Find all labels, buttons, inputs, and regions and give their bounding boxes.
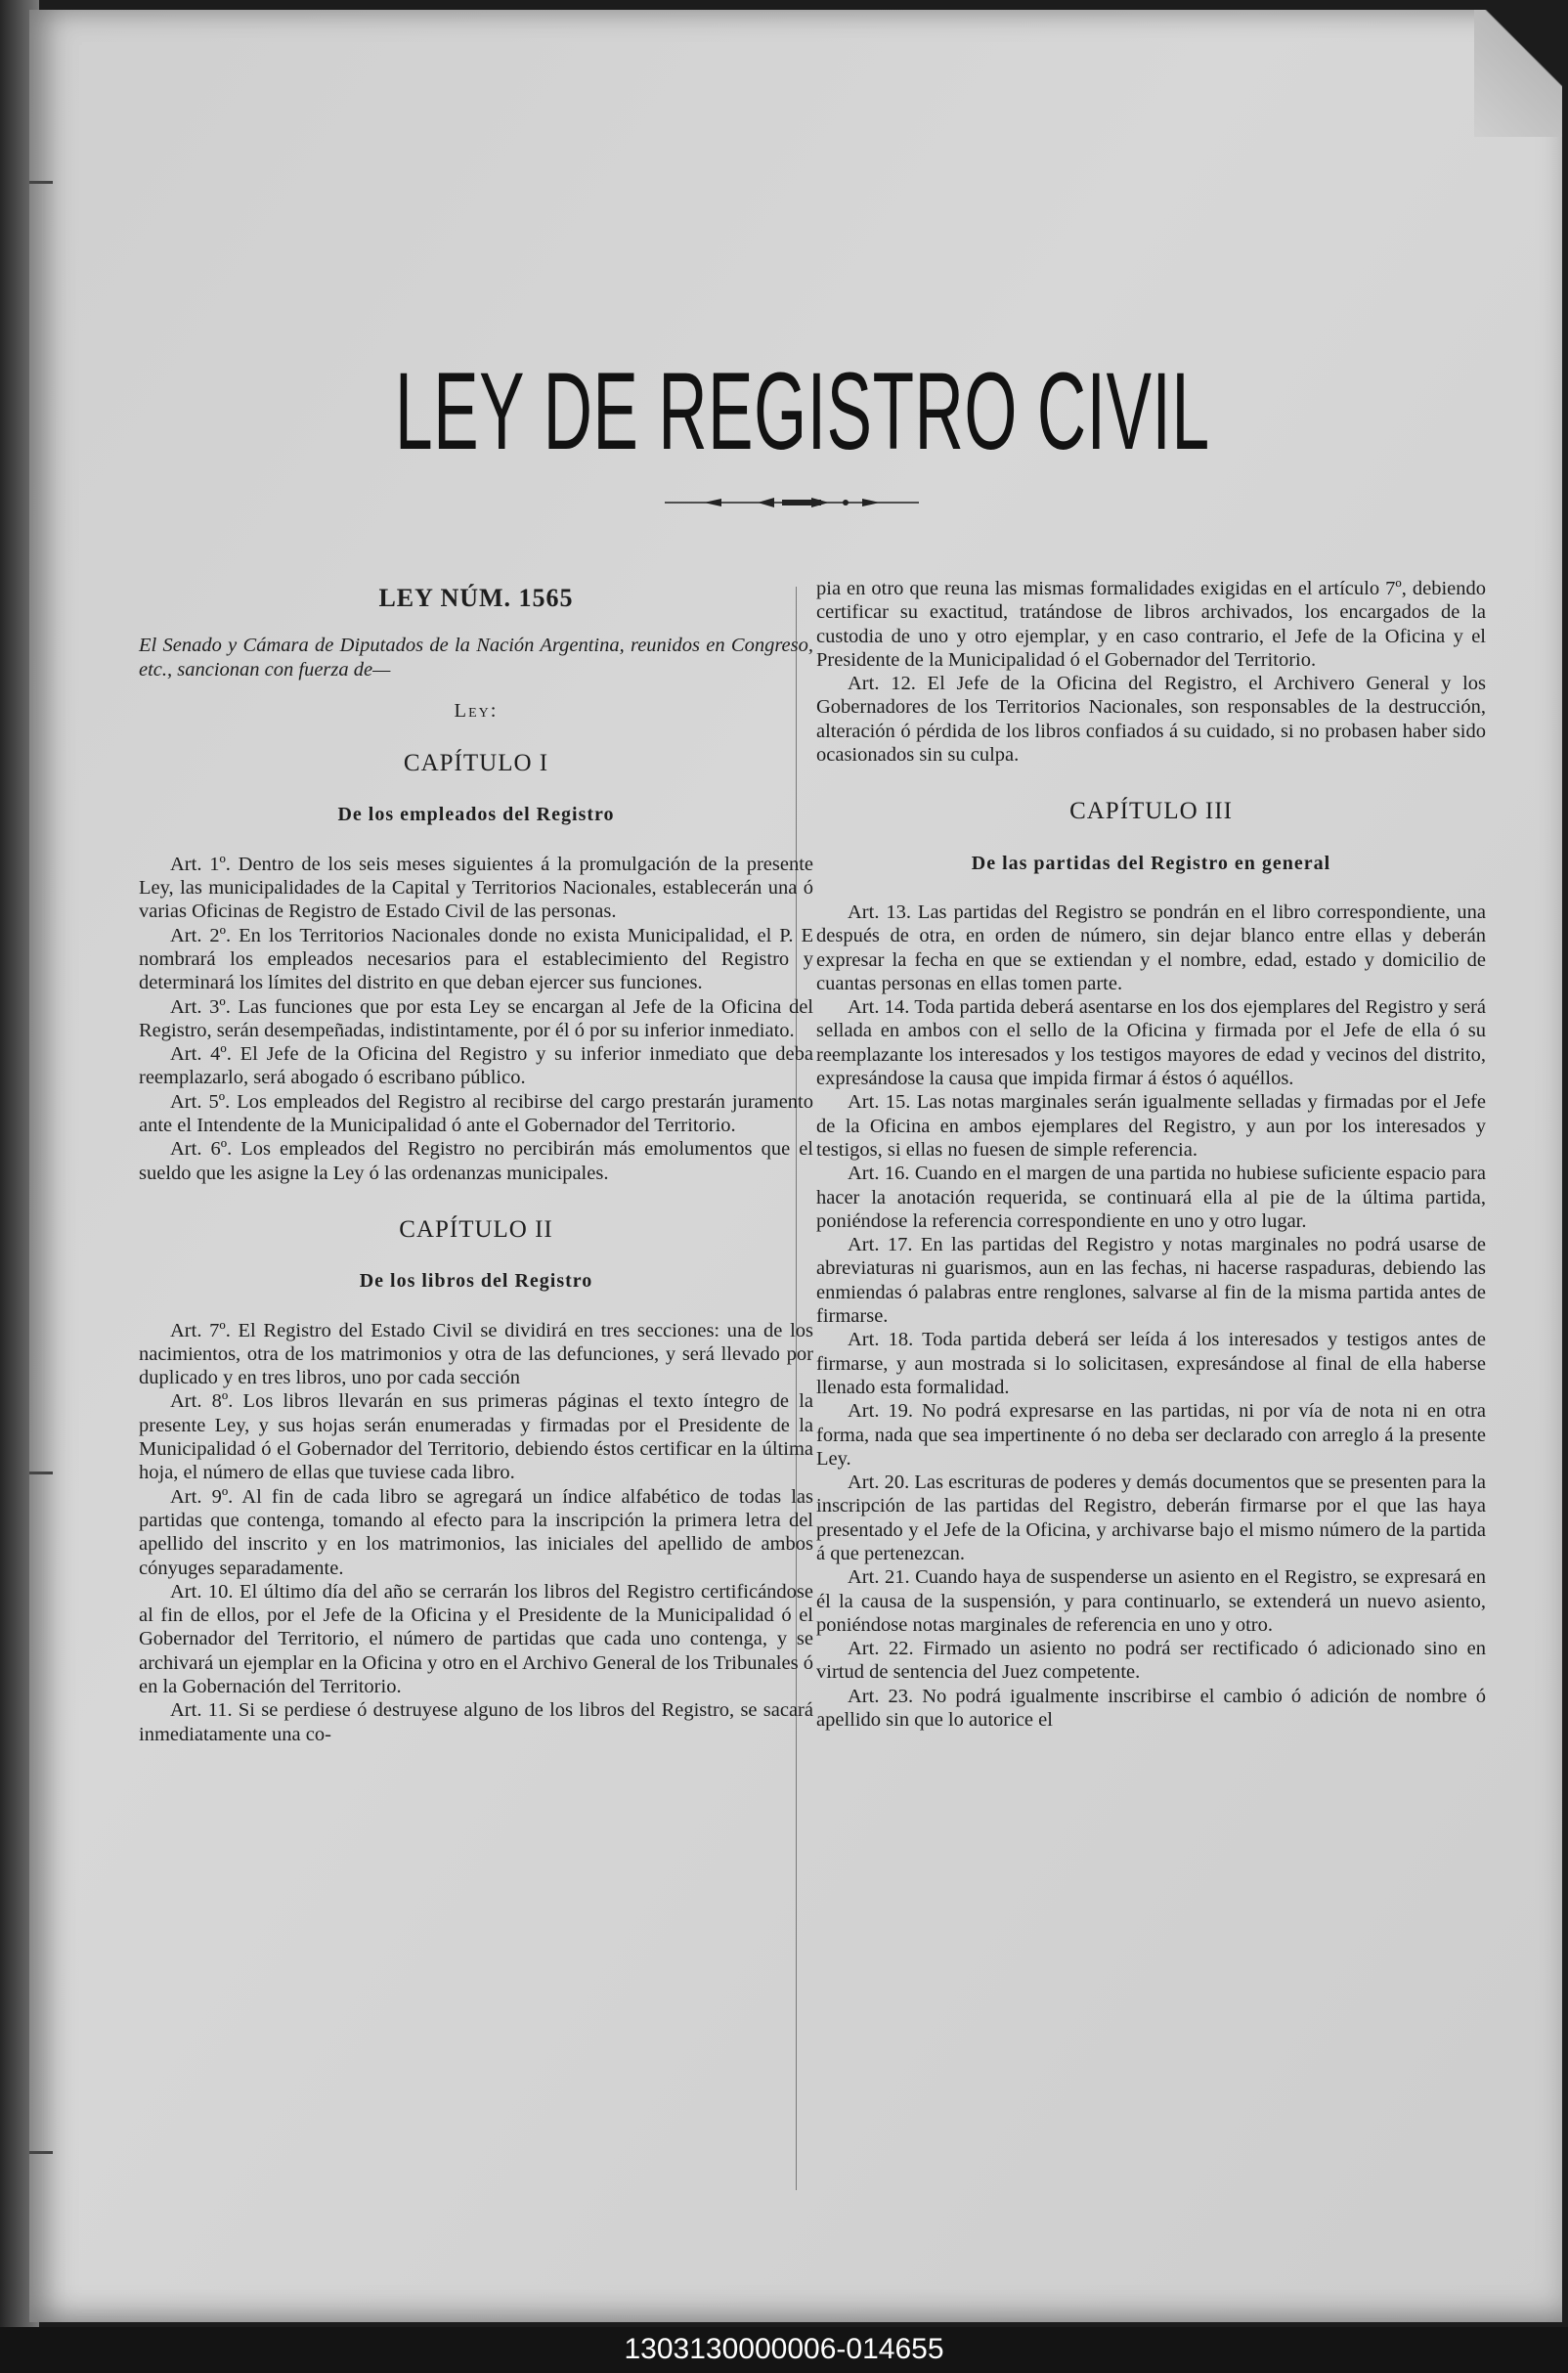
article-22: Art. 22. Firmado un asiento no podrá ser rectificado ó adicionado sino en virtud de sentencia del Juez competente. bbox=[816, 1638, 1486, 1684]
folded-corner bbox=[1474, 10, 1562, 137]
article-5: Art. 5º. Los empleados del Registro al recibirse del cargo prestarán juramento ante el Intendente de la Municipalidad ó ante el Gobernador del Territorio. bbox=[139, 1090, 813, 1137]
article-12: Art. 12. El Jefe de la Oficina del Registro, el Archivero General y los Gobernadores de los Territorios Nacionales, son responsables de la destrucción, alteración ó pérdida de los libros confiados á su cuidado, si no probasen haber sido ocasionados sin su culpa. bbox=[816, 673, 1486, 767]
article-6: Art. 6º. Los empleados del Registro no percibirán más emolumentos que el sueldo que les asigne la Ley ó las ordenanzas municipales. bbox=[139, 1138, 813, 1184]
article-1: Art. 1º. Dentro de los seis meses siguientes á la promulgación de la presente Ley, las municipalidades de la Capital y Territorios Nacionales, establecerán una ó varias Oficinas de Registro de Estado Civil de las personas. bbox=[139, 853, 813, 923]
left-column bbox=[139, 577, 813, 1746]
chapter-subheading: De los libros del Registro bbox=[359, 1270, 593, 1293]
article-14: Art. 14. Toda partida deberá asentarse en los dos ejemplares del Registro y será sellada en ambos con el sello de la Oficina y firmada por el Jefe de ella ó su reemplazante los interesados y los testigos mayores de edad y vecinos del distrito, expresándose la causa que impida firmar á éstos ó aquéllos. bbox=[816, 996, 1486, 1090]
chapter-heading: CAPÍTULO III bbox=[1069, 798, 1233, 825]
binding-staple-mark bbox=[29, 1472, 53, 1474]
article-16: Art. 16. Cuando en el margen de una partida no hubiese suficiente espacio para hacer la anotación requerida, se continuará ella al pie de la última partida, poniéndose la referencia correspondiente en uno y otro lugar. bbox=[816, 1163, 1486, 1232]
article-11: Art. 11. Si se perdiese ó destruyese alguno de los libros del Registro, se sacará inmediatamente una co- bbox=[139, 1699, 813, 1745]
preamble: El Senado y Cámara de Diputados de la Nación Argentina, reunidos en Congreso, etc., sancionan con fuerza de— bbox=[139, 635, 813, 681]
title-ornament-divider bbox=[665, 496, 919, 509]
article-19: Art. 19. No podrá expresarse en las partidas, ni por vía de nota ni en otra forma, nada que sea impertinente ó no deba ser declarado con arreglo á la presente Ley. bbox=[816, 1400, 1486, 1470]
ley-label: Ley: bbox=[454, 699, 499, 722]
article-17: Art. 17. En las partidas del Registro y notas marginales no podrá usarse de abreviaturas ni guarismos, aun en las fechas, ni hacerse raspaduras, debiendo las enmiendas ó palabras entre renglones, salvarse al fin de la misma partida antes de firmarse. bbox=[816, 1234, 1486, 1328]
article-20: Art. 20. Las escrituras de poderes y demás documentos que se presenten para la inscripción de las partidas del Registro, deberán firmarse por el que las haya presentado y el Jefe de la Oficina, y archivarse bajo el mismo número de la partida á que pertenezcan. bbox=[816, 1472, 1486, 1564]
article-7: Art. 7º. El Registro del Estado Civil se dividirá en tres secciones: una de los nacimientos, otra de los matrimonios y otra de las defunciones, y será llevado por duplicado y en tres libros, uno por cada sección bbox=[139, 1319, 813, 1389]
article-8: Art. 8º. Los libros llevarán en sus primeras páginas el texto íntegro de la presente Ley, y sus hojas serán enumeradas y firmadas por el Presidente de la Municipalidad ó el Gobernador del Territorio, debiendo éstos certificar en la última hoja, el número de ellas que tuviese cada libro. bbox=[139, 1390, 813, 1484]
article-3: Art. 3º. Las funciones que por esta Ley se encargan al Jefe de la Oficina del Registro, serán desempeñadas, indistintamente, por él ó por su inferior inmediato. bbox=[139, 995, 813, 1041]
article-23: Art. 23. No podrá igualmente inscribirse el cambio ó adición de nombre ó apellido sin que lo autorice el bbox=[816, 1685, 1486, 1732]
article-15: Art. 15. Las notas marginales serán igualmente selladas y firmadas por el Jefe de la Oficina en ambos ejemplares del Registro, y aun por los interesados y testigos, si ellas no fuesen de simple referencia. bbox=[816, 1091, 1486, 1161]
article-11-continuation: pia en otro que reuna las mismas formalidades exigidas en el artículo 7º, debiendo certificar su exactitud, tratándose de libros archivados, los encargados de la custodia de uno y otro ejemplar, y en caso contrario, el Jefe de la Oficina y el Presidente de la Municipalidad ó el Gobernador del Territorio. bbox=[816, 578, 1486, 671]
document-title: LEY DE REGISTRO CIVIL bbox=[394, 350, 1210, 472]
article-18: Art. 18. Toda partida deberá ser leída á los interesados y testigos antes de firmarse, y aun mostrada si lo solicitasen, expresándose al final de ella haberse llenado esta formalidad. bbox=[816, 1329, 1486, 1398]
article-9: Art. 9º. Al fin de cada libro se agregará un índice alfabético de todas las partidas que contenga, tomando al efecto para la inscripción la primera letra del apellido del inscrito y en los matrimonios, las iniciales del apellido de ambos cónyuges separadamente. bbox=[139, 1485, 813, 1579]
chapter-heading: CAPÍTULO II bbox=[399, 1215, 553, 1243]
binding-staple-mark bbox=[29, 181, 53, 184]
chapter-subheading: De las partidas del Registro en general bbox=[971, 852, 1331, 874]
article-2: Art. 2º. En los Territorios Nacionales donde no exista Municipalidad, el P. E nombrará los empleados necesarios para el establecimiento del Registro y determinará los límites del distrito en que deban ejercer sus funciones. bbox=[139, 924, 813, 994]
right-column bbox=[816, 577, 1486, 1732]
chapter-heading: CAPÍTULO I bbox=[403, 750, 549, 777]
document-page bbox=[29, 10, 1562, 2322]
article-10: Art. 10. El último día del año se cerrarán los libros del Registro certificándose al fin de ellos, por el Jefe de la Oficina y el Presidente de la Municipalidad ó el Gobernador del Territorio, el número de partidas que cada uno contenga, y se archivará un ejemplar en la Oficina y otro en el Archivo General de los Tribunales ó en la Gobernación del Territorio. bbox=[139, 1580, 813, 1697]
article-13: Art. 13. Las partidas del Registro se pondrán en el libro correspondiente, una después de otra, en orden de número, sin dejar blanco entre ellas y deberán expresar la fecha en que se extiendan y el nombre, edad, estado y domicilio de cuantas personas en ellas tomen parte. bbox=[816, 901, 1486, 994]
scan-identifier: 1303130000006-014655 bbox=[624, 2333, 944, 2365]
article-21: Art. 21. Cuando haya de suspenderse un asiento en el Registro, se expresará en él la causa de la suspensión, y para continuarlo, se extenderá un nuevo asiento, poniéndose notas marginales de referencia en uno y otro. bbox=[816, 1566, 1486, 1636]
chapter-subheading: De los empleados del Registro bbox=[337, 804, 615, 826]
law-number: LEY NÚM. 1565 bbox=[378, 584, 574, 612]
article-4: Art. 4º. El Jefe de la Oficina del Registro y su inferior inmediato que deba reemplazarlo, será abogado ó escribano público. bbox=[139, 1043, 813, 1089]
binding-staple-mark bbox=[29, 2151, 53, 2154]
